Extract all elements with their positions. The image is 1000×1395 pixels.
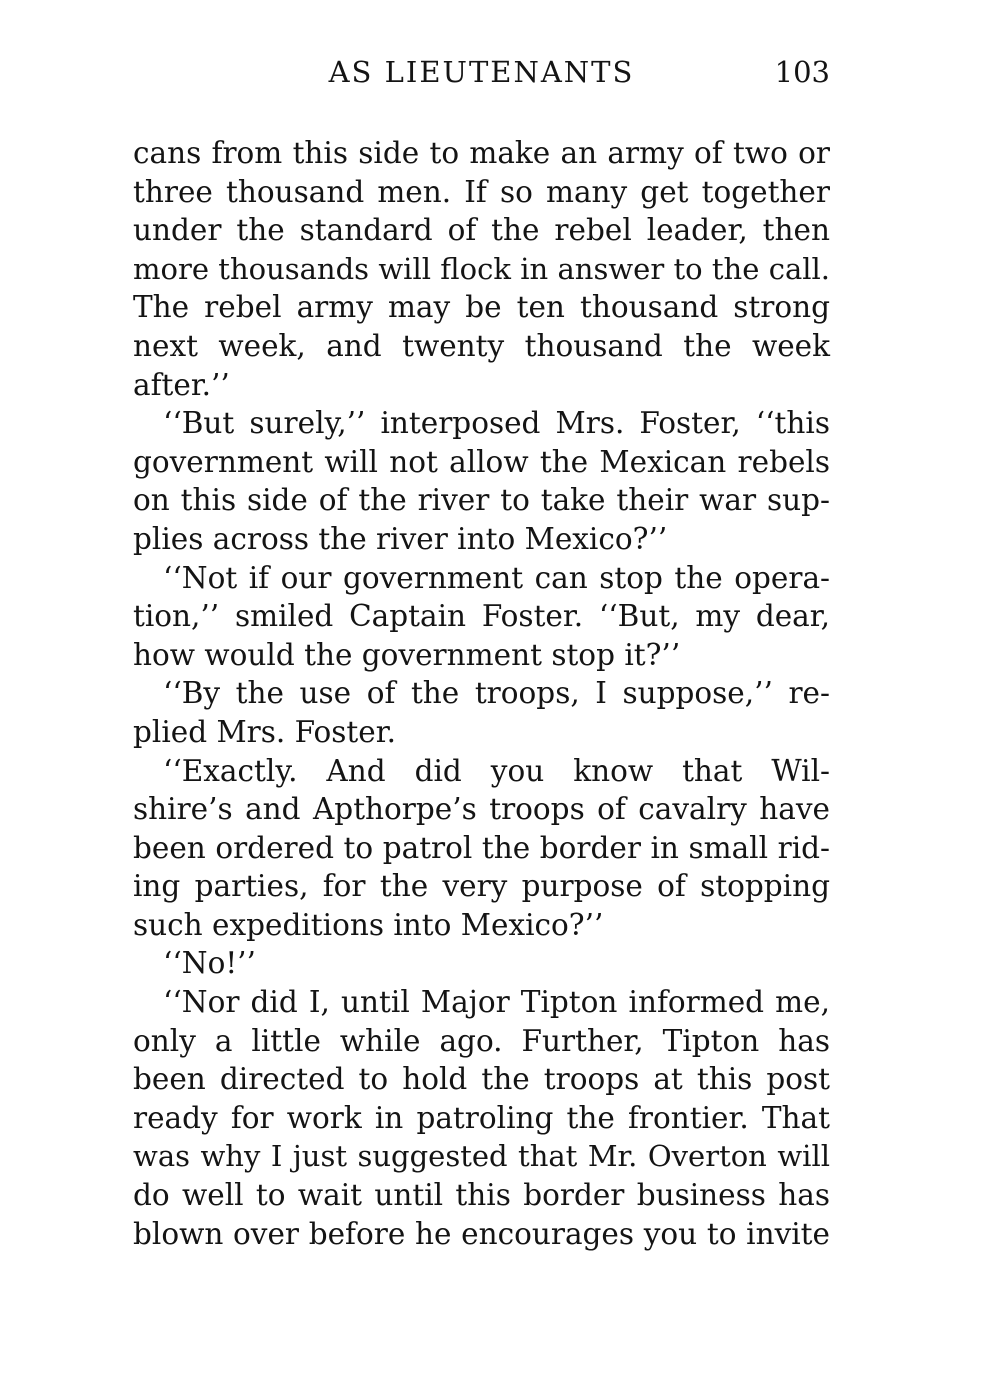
text-line: government will not allow the Mexican rebels: [133, 444, 830, 479]
page-number: 103: [774, 55, 830, 89]
text-line: only a little while ago. Further, Tipton has: [133, 1023, 830, 1058]
text-line: The rebel army may be ten thousand strong: [133, 290, 830, 325]
text-line: cans from this side to make an army of two or: [133, 136, 830, 170]
text-line: after.’’: [133, 367, 230, 402]
text-line: ‘‘No!’’: [163, 946, 256, 981]
text-line: ‘‘By the use of the troops, I suppose,’’ re-: [163, 676, 830, 711]
text-line: tion,’’ smiled Captain Foster. ‘‘But, my dear,: [133, 599, 830, 634]
body-text: [133, 134, 830, 1253]
text-line: shire’s and Apthorpe’s troops of cavalry have: [133, 792, 830, 827]
text-line: ‘‘But surely,’’ interposed Mrs. Foster, ‘‘this: [163, 406, 830, 441]
text-line: ‘‘Not if our government can stop the opera-: [163, 560, 830, 595]
text-line: been ordered to patrol the border in small rid-: [133, 830, 830, 865]
text-line: on this side of the river to take their war sup-: [133, 483, 830, 518]
text-line: was why I just suggested that Mr. Overton will: [133, 1139, 830, 1174]
text-line: more thousands will flock in answer to the call.: [133, 251, 830, 286]
text-line: three thousand men. If so many get together: [133, 174, 830, 209]
text-line: ing parties, for the very purpose of stopping: [133, 869, 830, 904]
text-line: such expeditions into Mexico?’’: [133, 907, 604, 942]
text-line: do well to wait until this border business has: [133, 1178, 830, 1213]
running-title: AS LIEUTENANTS: [328, 55, 635, 89]
running-head: [133, 50, 830, 94]
text-line: next week, and twenty thousand the week: [133, 328, 830, 363]
text-line: ‘‘Exactly. And did you know that Wil-: [163, 753, 830, 788]
text-line: ‘‘Nor did I, until Major Tipton informed me,: [163, 985, 830, 1020]
text-line: plies across the river into Mexico?’’: [133, 521, 668, 556]
text-line: been directed to hold the troops at this post: [133, 1062, 830, 1097]
text-line: how would the government stop it?’’: [133, 637, 681, 672]
text-line: ready for work in patroling the frontier. That: [133, 1100, 830, 1135]
text-line: plied Mrs. Foster.: [133, 714, 396, 749]
text-line: under the standard of the rebel leader, then: [133, 213, 830, 248]
text-line: blown over before he encourages you to invite: [133, 1216, 830, 1251]
